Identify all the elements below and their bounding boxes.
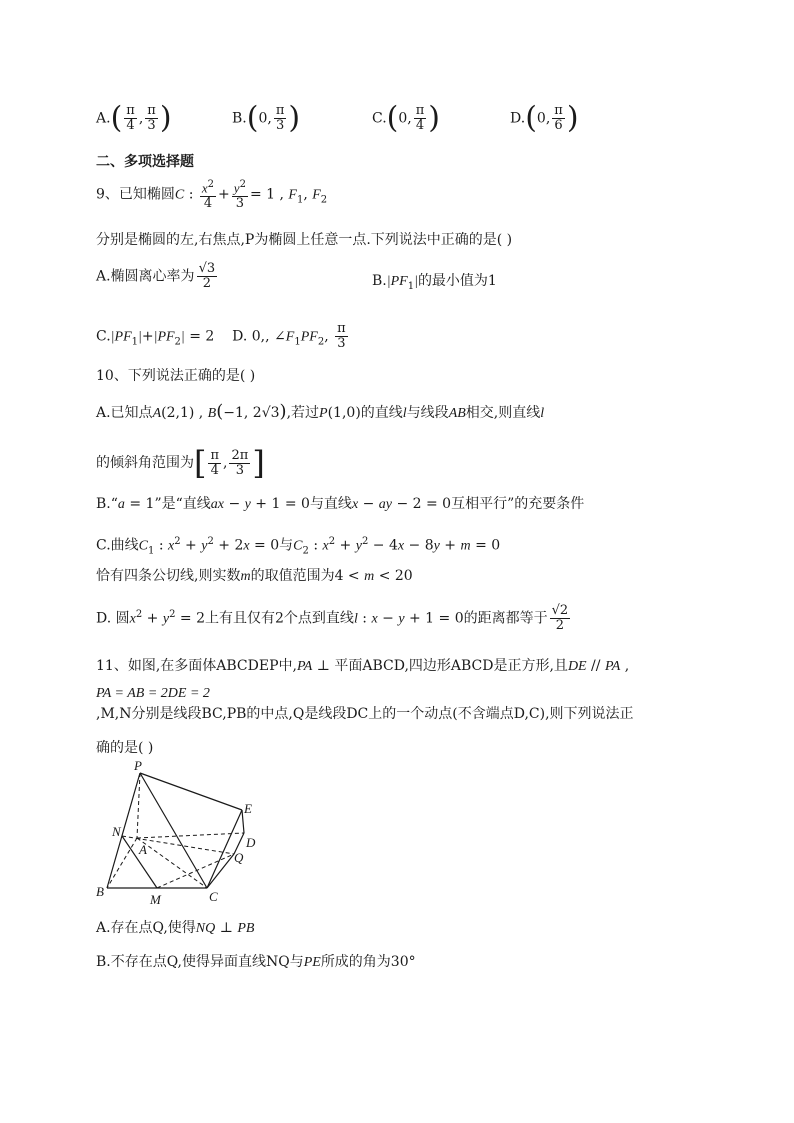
q11-stem-cont: ,M,N分别是线段BC,PB的中点,Q是线段DC上的一个动点(不含端点D,C),则下列说法正: [96, 706, 634, 722]
label-M: M: [150, 892, 161, 907]
q9-stem: 9、已知椭圆C : $\frac{x^2}{4}$ + $\frac{y^2}{3}$ = 1 , $F_1$, $F_2$: [96, 179, 328, 212]
q10-option-c-cont: 恰有四条公切线,则实数m的取值范围为4 < m < 20: [96, 568, 413, 584]
label-C: C: [209, 889, 218, 904]
section-title: 二、多项选择题: [96, 154, 194, 170]
q8-option-b: B.(0, $\frac{\pi}{3}$ ): [232, 100, 301, 136]
q8-option-c: C.(0, $\frac{\pi}{4}$ ): [372, 100, 441, 136]
q10-option-a: A.已知点A(2,1) , B(−1, 2√3),若过P(1,0)的直线l与线段AB相交,则直线l: [96, 401, 545, 422]
q9-option-b: $B.|PF_1|$的最小值为1: [372, 273, 497, 292]
q11-stem-end: 确的是( ): [96, 740, 154, 756]
label-E: E: [244, 801, 252, 816]
q8-option-a: A.( $\frac{\pi}{4}$ , $\frac{\pi}{3}$ ): [96, 100, 172, 136]
q10-stem: 10、下列说法正确的是( ): [96, 368, 256, 384]
q11-given: PA = AB = 2DE = 2: [96, 686, 210, 701]
q11-option-a: A.存在点Q,使得NQ ⊥ PB: [96, 920, 255, 936]
q11-stem: 11、如图,在多面体ABCDEP中,PA ⊥ 平面ABCD,四边形ABCD是正方形,且DE // PA ,: [96, 658, 630, 674]
label-N: N: [112, 824, 121, 839]
label-A: A: [139, 842, 147, 857]
q9-stem-cont: 分别是椭圆的左,右焦点,P为椭圆上任意一点.下列说法中正确的是( ): [96, 232, 513, 248]
polyhedron-figure: [92, 758, 272, 908]
q10-option-b: B.“a = 1”是“直线ax − y + 1 = 0与直线x − ay − 2 = 0互相平行”的充要条件: [96, 496, 585, 512]
q11-option-b: B.不存在点Q,使得异面直线NQ与PE所成的角为30°: [96, 954, 416, 970]
label-P: P: [134, 758, 142, 773]
q9-option-c-d: $C.|PF_1|+|PF_2| = 2$ D. 0,, $\angle F_1PF_2$, $\frac{\pi}{3}$: [96, 321, 346, 351]
q10-option-c: C.曲线$C_1$ : $x^2 + y^2 + 2x = 0$与$C_2$ : $x^2 + y^2 - 4x - 8y + m = 0$: [96, 536, 501, 557]
q8-option-d: D.(0, $\frac{\pi}{6}$ ): [510, 100, 579, 136]
q9-option-a: A.椭圆离心率为 $\frac{√3}{2}$: [96, 261, 216, 291]
label-Q: Q: [234, 850, 244, 865]
q10-option-d: D. 圆$x^2 + y^2 = 2$上有且仅有2个点到直线l : x − y + 1 = 0的距离都等于 $\frac{√2}{2}$: [96, 603, 569, 633]
label-B: B: [96, 884, 104, 899]
label-D: D: [246, 835, 256, 850]
q10-option-a-cont: 的倾斜角范围为[ $\frac{\pi}{4}$ , $\frac{2\pi}{3}$ ]: [96, 444, 265, 482]
